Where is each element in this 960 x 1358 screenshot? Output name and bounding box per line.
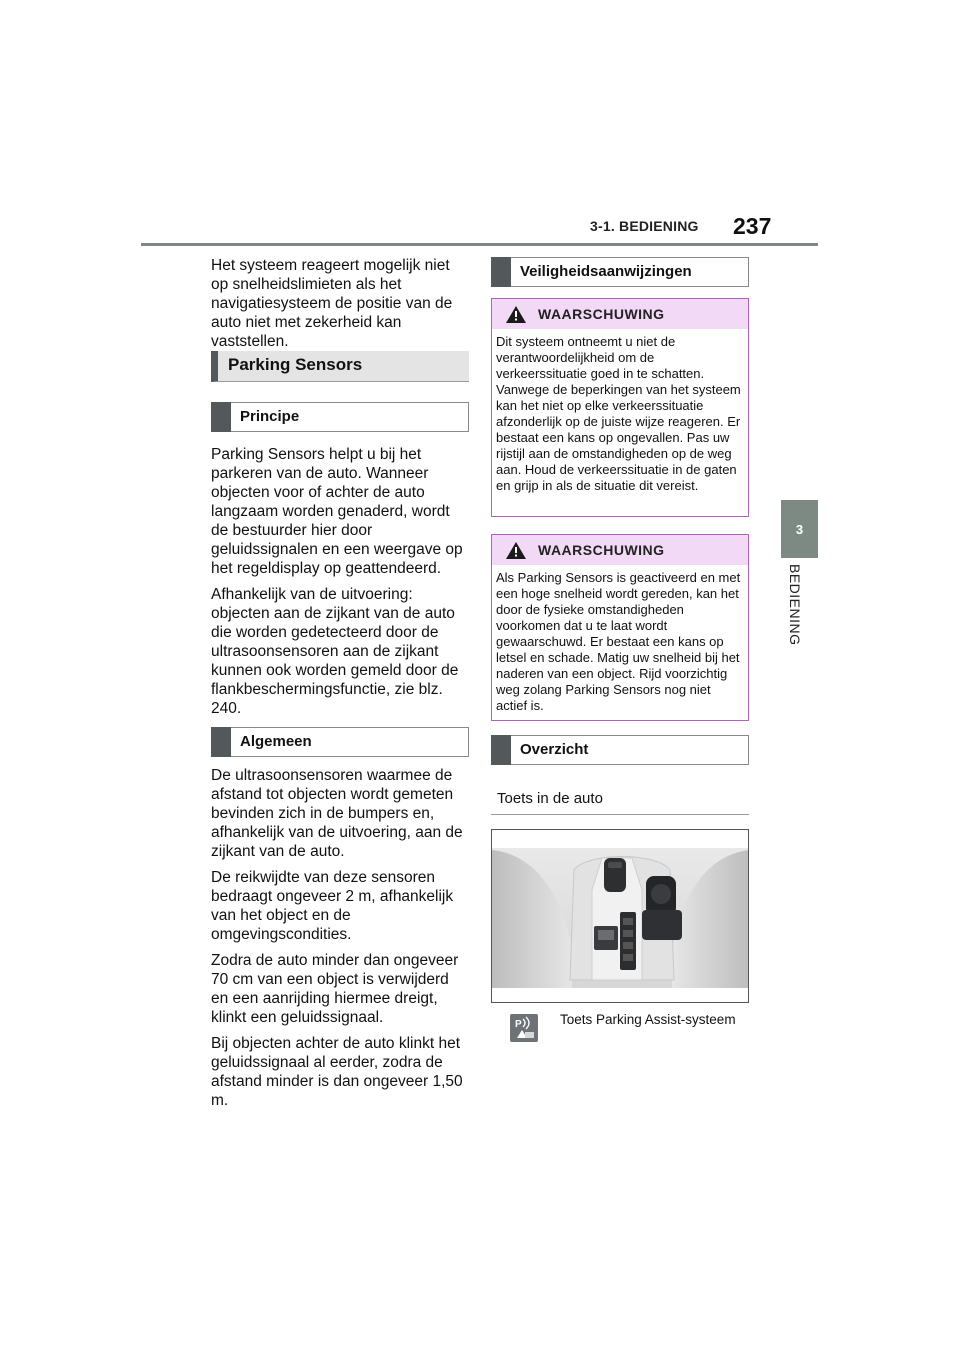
chapter-tab	[781, 500, 818, 558]
intro-paragraph	[211, 256, 469, 358]
warning-header-1	[492, 299, 748, 329]
warning-triangle-icon	[506, 306, 526, 323]
parking-assist-button-icon	[510, 1014, 538, 1042]
warning-box-1	[491, 298, 749, 517]
algemeen-paragraphs	[211, 766, 469, 1117]
center-console-image	[491, 829, 749, 1003]
running-header-section: 3-1. BEDIENING	[590, 218, 699, 234]
subsection-title-overzicht: Overzicht	[491, 735, 749, 765]
svg-text:P: P	[515, 1019, 522, 1030]
subsection-title-principe: Principe	[211, 402, 469, 432]
section-title-parking-sensors: Parking Sensors	[211, 351, 469, 382]
parking-sensor-icon	[510, 1014, 538, 1042]
algemeen-p4: Bij objecten achter de auto klinkt het geluidssignaal al eerder, zodra de afstand minder is dan ongeveer 1,50 m.	[211, 1035, 463, 1109]
center-console-illustration	[492, 830, 749, 1003]
legend-text: Toets Parking Assist-systeem	[560, 1012, 736, 1027]
toets-in-de-auto-label: Toets in de auto	[491, 787, 749, 815]
warning-header-2	[492, 535, 748, 565]
principe-p1: Parking Sensors helpt u bij het parkeren van de auto. Wanneer objecten voor of achter de auto langzaam worden genaderd, wordt de bestuurder hier door geluidssignalen en een weergave op het regeldisplay op geattendeerd.	[211, 446, 463, 577]
warning-title-2: WAARSCHUWING	[538, 542, 665, 558]
warning-box-2	[491, 534, 749, 721]
intro-text: Het systeem reageert mogelijk niet op snelheidslimieten als het navigatiesysteem de positie van de auto niet met zekerheid kan vaststellen.	[211, 257, 453, 350]
chapter-side-label: BEDIENING	[787, 564, 803, 646]
page-number: 237	[733, 213, 772, 239]
principe-p2: Afhankelijk van de uitvoering: objecten aan de zijkant van de auto die worden gedetecteerd door de ultrasoonsensoren aan de zijkant kunnen ook worden gemeld door de flankbeschermingsfunctie, zie blz. 240.	[211, 586, 459, 717]
algemeen-p3: Zodra de auto minder dan ongeveer 70 cm van een object is verwijderd en een aanrijding hiermee dreigt, klinkt een geluidssignaal.	[211, 952, 459, 1026]
warning-triangle-icon	[506, 542, 526, 559]
algemeen-p1: De ultrasoonsensoren waarmee de afstand tot objecten wordt gemeten bevinden zich in de bumpers en, afhankelijk van de uitvoering, aan de zijkant van de auto.	[211, 767, 463, 860]
subsection-title-veiligheid: Veiligheidsaanwijzingen	[491, 257, 749, 287]
warning-text-1: Dit systeem ontneemt u niet de verantwoordelijkheid om de verkeerssituatie goed in te schatten. Vanwege de beperkingen van het systeem kan het niet op elke verkeerssituatie afzonderlijk op de juiste wijze reageren. Er bestaat een kans op ongevallen. Pas uw rijstijl aan de omstandigheden op de weg aan. Houd de verkeerssituatie in de gaten en grijp in als de situatie dit vereist.	[496, 334, 741, 493]
header-rule	[141, 243, 818, 246]
warning-text-2: Als Parking Sensors is geactiveerd en met een hoge snelheid wordt gereden, kan het door de fysieke omstandigheden voorkomen dat u te laat wordt gewaarschuwd. Er bestaat een kans op letsel en schade. Matig uw snelheid bij het naderen van een object. Rijd voorzichtig weg zolang Parking Sensors nog niet actief is.	[496, 570, 741, 713]
warning-title-1: WAARSCHUWING	[538, 306, 665, 322]
principe-paragraphs	[211, 445, 469, 725]
chapter-tab-number: 3	[795, 521, 804, 537]
algemeen-p2: De reikwijdte van deze sensoren bedraagt ongeveer 2 m, afhankelijk van het object en de omgevingscondities.	[211, 869, 454, 943]
subsection-title-algemeen: Algemeen	[211, 727, 469, 757]
